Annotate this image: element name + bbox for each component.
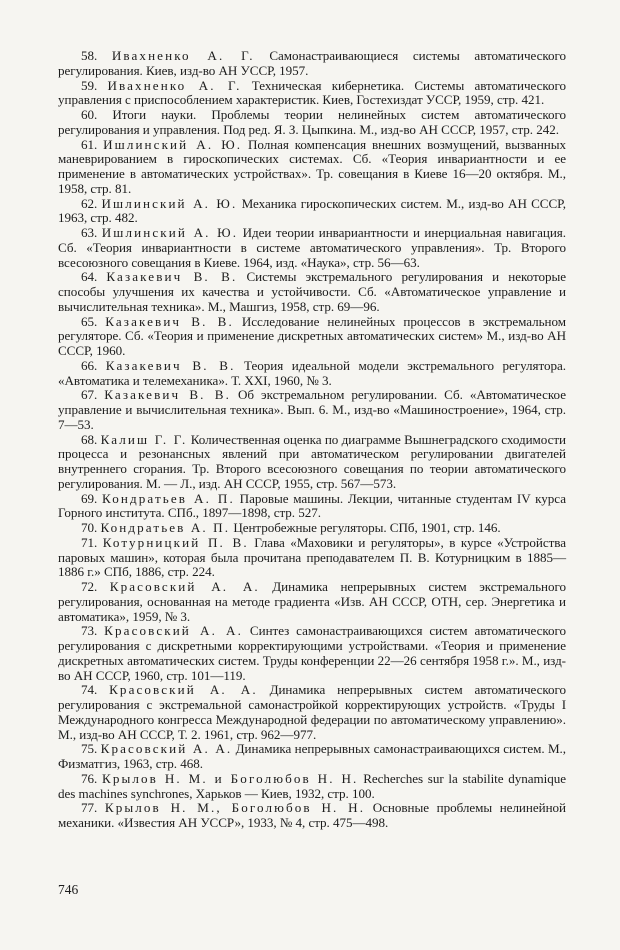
- reference-author: Ишлинский А. Ю.: [101, 195, 238, 211]
- reference-number: 69.: [81, 490, 98, 506]
- reference-number: 58.: [81, 48, 98, 63]
- reference-item: [58, 315, 566, 359]
- reference-item: [58, 197, 566, 227]
- reference-author: Крылов Н. М., Боголюбов Н. Н.: [104, 800, 366, 816]
- reference-author: Ивахненко А. Г.: [107, 77, 242, 93]
- reference-item: [58, 388, 566, 432]
- reference-number: 74.: [81, 682, 98, 698]
- reference-number: 72.: [81, 579, 98, 594]
- reference-item: [58, 742, 566, 772]
- reference-author: Ишлинский А. Ю.: [101, 225, 239, 240]
- reference-number: 75.: [81, 741, 98, 757]
- reference-number: 76.: [81, 770, 98, 786]
- reference-author: Кондратьев А. П.: [102, 490, 235, 506]
- reference-author: Кондратьев А. П.: [100, 520, 231, 535]
- reference-author: Казакевич В. В.: [105, 313, 234, 329]
- reference-text: Теория идеальной модели экстремального регулятора. «Автоматика и телемеханика». Т. XXI, 1960, № 3.: [58, 357, 566, 388]
- reference-author: Красовский А. А.: [109, 579, 260, 594]
- reference-text: Полная компенсация внешних возмущений, вызванных маневрированием в гироскопических системах. Сб. «Теория инвариантности и ее применение в автоматических устройствах». Тр. совещания в Киеве 16—20 октября. М., 1958, стр. 81.: [58, 136, 566, 196]
- reference-number: 63.: [81, 225, 98, 240]
- reference-item: [58, 580, 566, 624]
- reference-number: 62.: [81, 195, 98, 211]
- reference-item: [58, 79, 566, 109]
- reference-text: Исследование нелинейных процессов в экстремальном регуляторе. Сб. «Теория и применение дискретных автоматических систем» М., изд-во АН СССР, 1960.: [58, 313, 566, 358]
- reference-text: Динамика непрерывных систем автоматического регулирования с экстремальной самонастройкой корректирующих устройств. «Труды I Международного конгресса Международной федерации по автоматическому управлению». М., изд-во АН СССР, Т. 2. 1961, стр. 962—977.: [58, 682, 566, 742]
- reference-item: [58, 492, 566, 522]
- reference-author: Красовский А. А.: [100, 741, 233, 757]
- reference-author: Красовский А. А.: [109, 682, 258, 698]
- reference-text: Паровые машины. Лекции, читанные студентам IV курса Горного института. СПб., 1897—1898, стр. 527.: [58, 490, 566, 521]
- reference-text: Об экстремальном регулировании. Сб. «Автоматическое управление и вычислительная техника». Вып. 6. М., изд-во «Машиностроение», 1964, стр. 7—53.: [58, 387, 566, 432]
- reference-item: [58, 683, 566, 742]
- reference-author: Казакевич В. В.: [104, 387, 231, 403]
- reference-number: 71.: [81, 534, 98, 550]
- reference-number: 61.: [81, 136, 98, 152]
- reference-text: Recherches sur la stabilite dynamique des machines synchrones, Харьков — Киев, 1932, стр. 100.: [58, 770, 566, 801]
- reference-text: Центробежные регуляторы. СПб, 1901, стр. 146.: [233, 520, 501, 535]
- reference-text: Глава «Маховики и регуляторы», в курсе «Устройства паровых машин», которая была прочитана преподавателем П. В. Котурницким в 1885—1886 г.» СПб, 1886, стр. 224.: [58, 534, 567, 580]
- reference-item: [58, 108, 566, 138]
- references-list: [58, 49, 566, 831]
- reference-item: [58, 138, 566, 197]
- reference-author: Калиш Г. Г.: [100, 431, 188, 447]
- reference-number: 59.: [81, 77, 98, 93]
- reference-item: [58, 536, 566, 580]
- reference-item: [58, 433, 566, 492]
- reference-number: 67.: [81, 387, 98, 403]
- reference-item: [58, 801, 566, 831]
- reference-number: 70.: [81, 520, 98, 535]
- reference-item: [58, 49, 566, 79]
- reference-item: [58, 521, 566, 536]
- reference-text: Самонастраивающиеся системы автоматического регулирования. Киев, изд-во АН УССР, 1957.: [58, 48, 566, 78]
- reference-item: [58, 624, 566, 683]
- reference-text: Идеи теории инвариантности и инерциальная навигация. Сб. «Теория инвариантности в системе автоматического управления». Тр. Второго всесоюзного совещания в Киеве. 1964, изд. «Наука», стр. 56—63.: [58, 225, 566, 270]
- page-number: 746: [58, 882, 79, 897]
- reference-text: Системы экстремального регулирования и некоторые способы улучшения их качества и устойчивости. Сб. «Автоматическое управление и вычислительная техника». М., Машгиз, 1958, стр. 69—96.: [58, 269, 566, 314]
- reference-item: [58, 270, 566, 314]
- reference-number: 73.: [81, 623, 98, 639]
- reference-number: 77.: [81, 800, 98, 816]
- reference-text: Итоги науки. Проблемы теории нелинейных систем автоматического регулирования и управления. Под ред. Я. З. Цыпкина. М., изд-во АН СССР, 1957, стр. 242.: [58, 107, 566, 137]
- reference-item: [58, 359, 566, 389]
- reference-text: Механика гироскопических систем. М., изд-во АН СССР, 1963, стр. 482.: [58, 195, 566, 226]
- reference-author: Ивахненко А. Г.: [111, 48, 255, 63]
- reference-author: Котурницкий П. В.: [102, 534, 249, 550]
- reference-text: Количественная оценка по диаграмме Вышнеградского сходимости процесса и резонансных явлений при автоматическом регулировании двигателей внутреннего сгорания. Тр. Второго всесоюзного совещания по теории автоматического регулирования. М. — Л., изд. АН СССР, 1955, стр. 567—573.: [58, 431, 566, 491]
- reference-author: Казакевич В. В.: [105, 357, 236, 373]
- reference-number: 64.: [81, 269, 98, 285]
- reference-item: [58, 226, 566, 270]
- reference-number: 65.: [81, 313, 98, 329]
- reference-author: Красовский А. А.: [104, 623, 243, 639]
- reference-author: Казакевич В. В.: [106, 269, 238, 285]
- reference-text: Динамика непрерывных систем экстремального регулирования, основанная на методе градиента «Изв. АН СССР, ОТН, сер. Энергетика и автоматика», 1959, № 3.: [58, 579, 566, 624]
- reference-number: 68.: [81, 431, 98, 447]
- reference-number: 66.: [81, 357, 98, 373]
- reference-text: Динамика непрерывных самонастраивающихся систем. М., Физматгиз, 1963, стр. 468.: [58, 741, 566, 771]
- reference-author: Ишлинский А. Ю.: [103, 136, 243, 152]
- reference-text: Техническая кибернетика. Системы автоматического управления с приспособлением характеристик. Киев, Гостехиздат УССР, 1959, стр. 421.: [58, 77, 566, 108]
- reference-text: Основные проблемы нелинейной механики. «Известия АН УССР», 1933, № 4, стр. 475—498.: [58, 800, 566, 830]
- reference-item: [58, 772, 566, 802]
- reference-number: 60.: [81, 107, 98, 122]
- reference-author: Крылов Н. М. и Боголюбов Н. Н.: [101, 770, 359, 786]
- reference-text: Синтез самонастраивающихся систем автоматического регулирования с дискретными корректирующими устройствами. «Теория и применение дискретных автоматических систем. Труды конференции 22—26 сентября 1958 г.». М., изд-во АН СССР, 1960, стр. 101—119.: [58, 623, 566, 683]
